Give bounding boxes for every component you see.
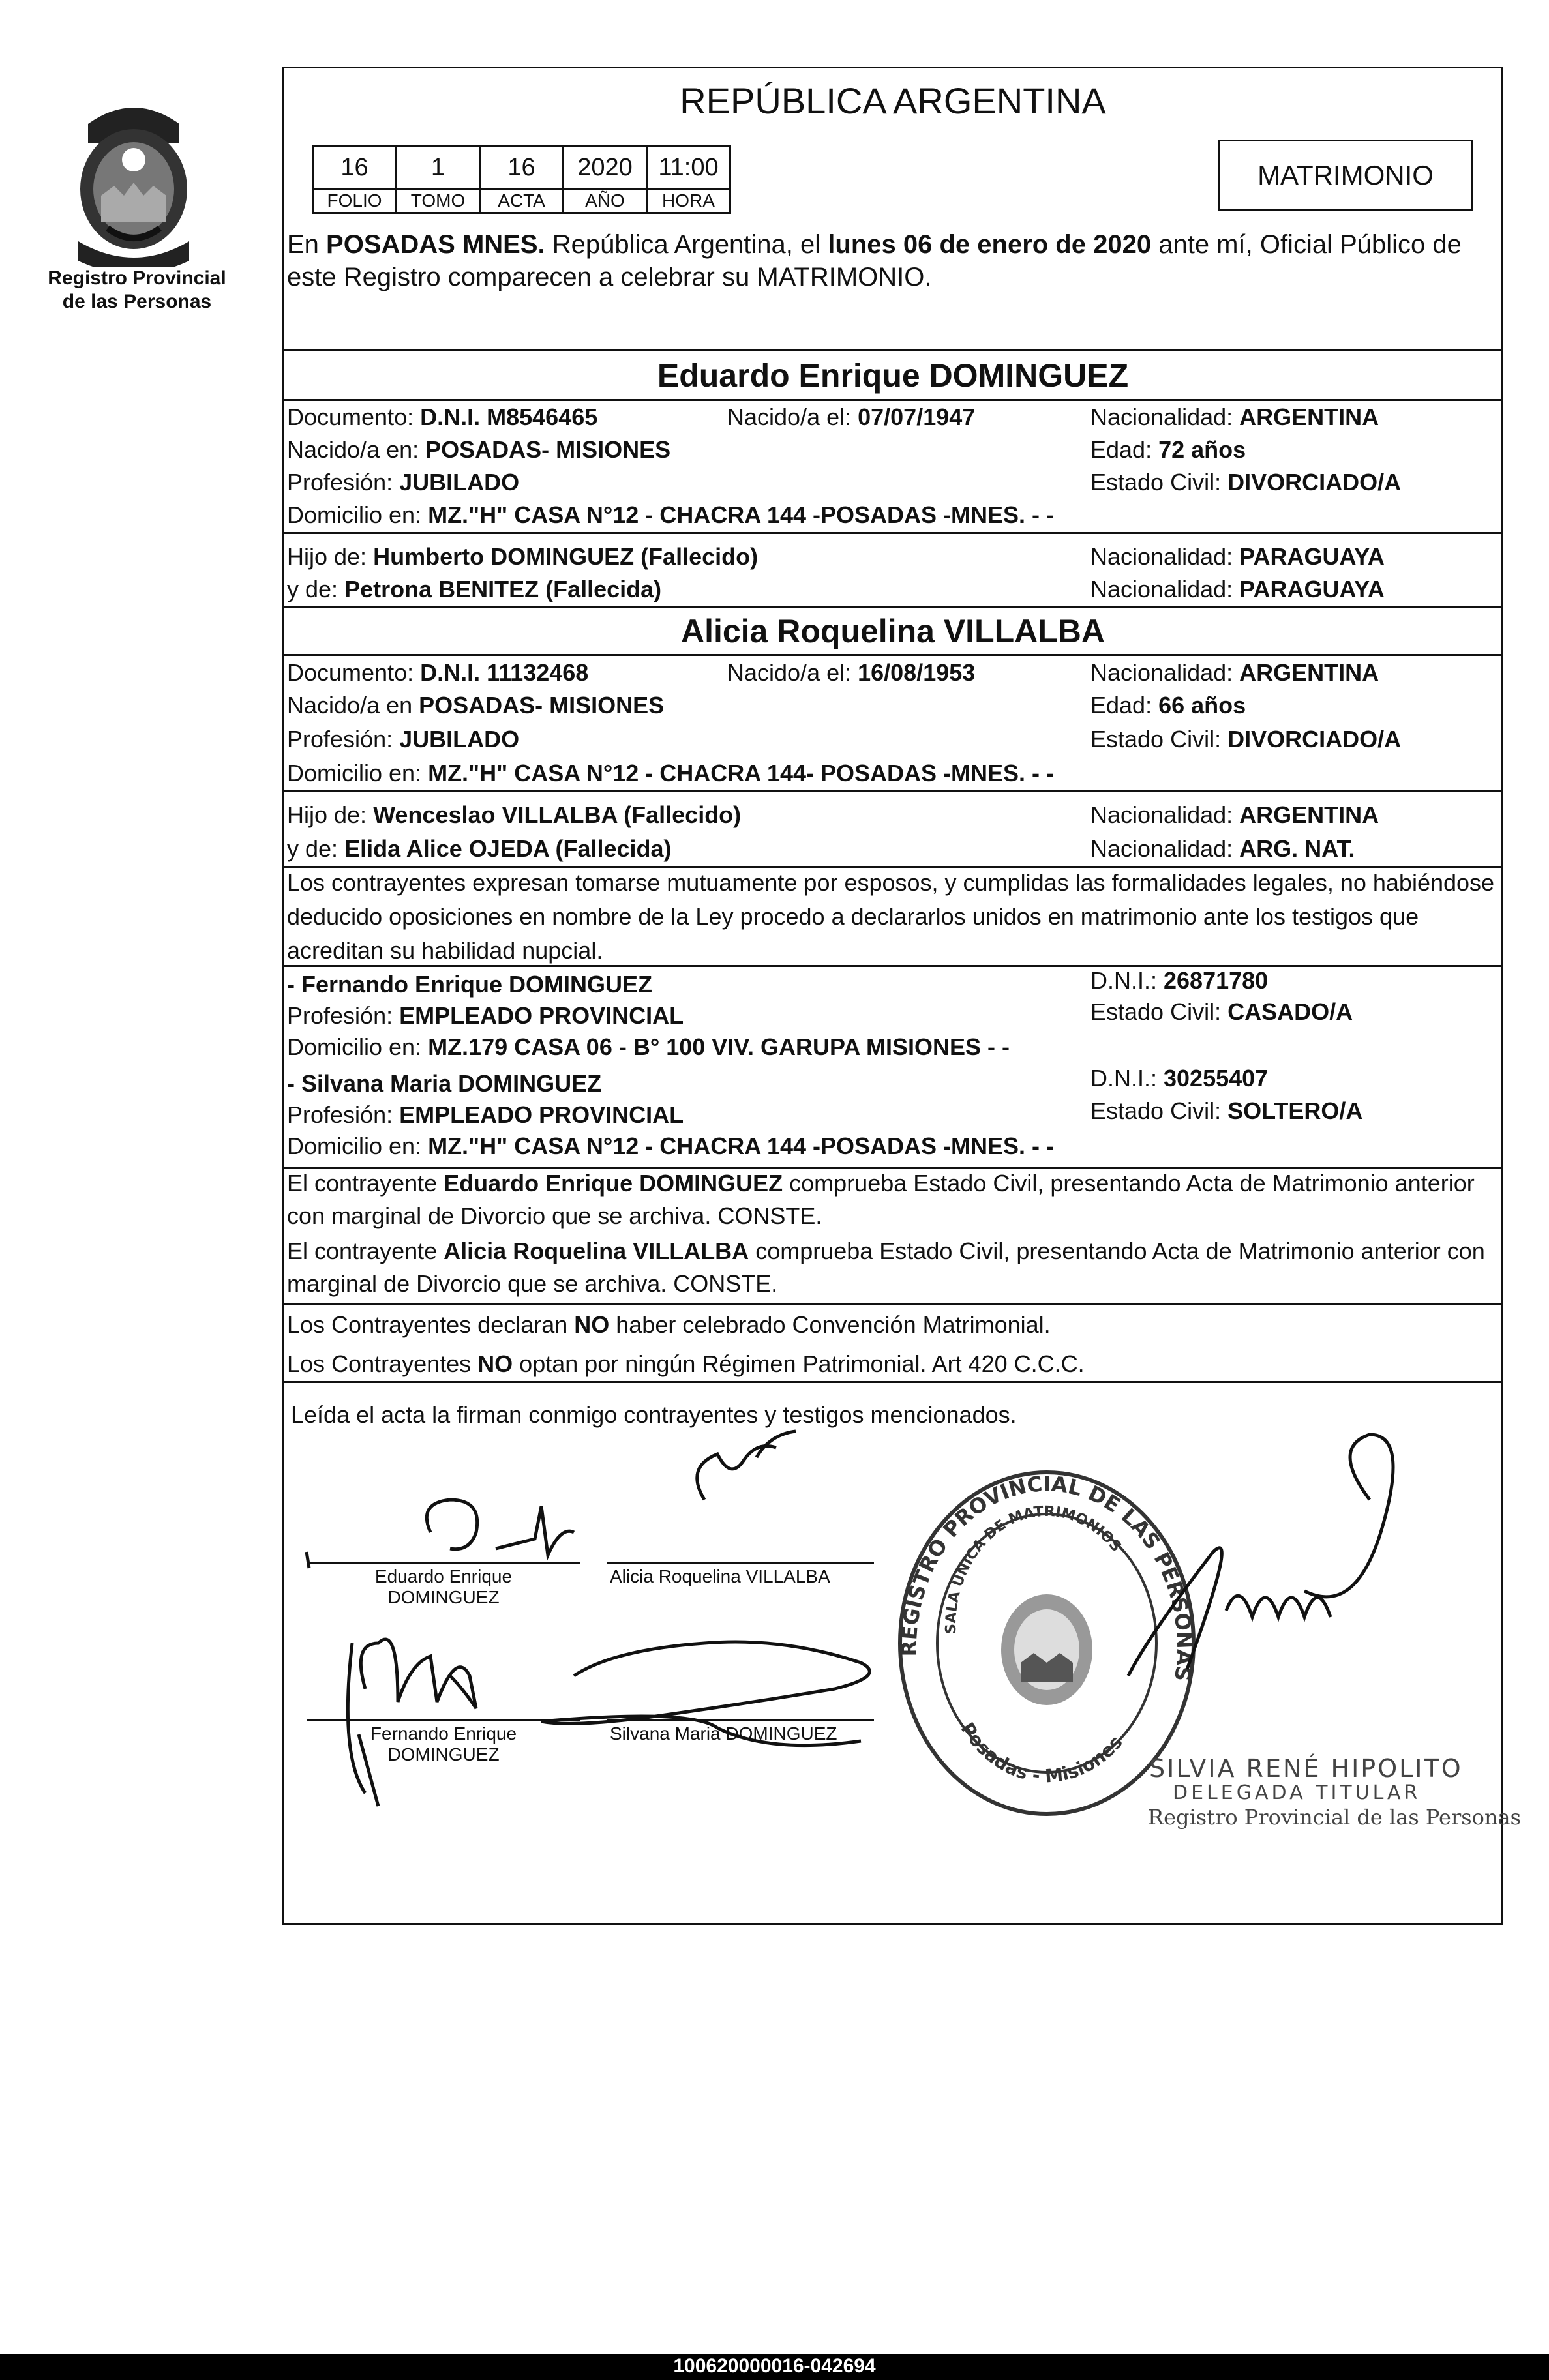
intro-date: lunes 06 de enero de 2020 xyxy=(828,230,1152,259)
record-type-box xyxy=(1218,140,1473,211)
civil-proof-spouse2: El contrayente Alicia Roquelina VILLALBA comprueba Estado Civil, presentando Acta de Matrimonio anterior con marginal de Divorcio que se archiva. CONSTE. xyxy=(287,1238,1485,1297)
witness1-name: - Fernando Enrique DOMINGUEZ xyxy=(287,971,653,998)
logo-caption-2: de las Personas xyxy=(62,291,212,312)
official-signature xyxy=(1109,1421,1474,1682)
sig-label-2: Alicia Roquelina VILLALBA xyxy=(610,1566,830,1586)
spouse2-name-heading: Alicia Roquelina VILLALBA xyxy=(680,613,1105,649)
divider-10 xyxy=(282,1303,1503,1305)
official-title: DELEGADA TITULAR xyxy=(1173,1781,1421,1804)
spouse2-birthplace: Nacido/a en POSADAS- MISIONES xyxy=(287,692,665,719)
civil-proof-spouse1: El contrayente Eduardo Enrique DOMINGUEZ comprueba Estado Civil, presentando Acta de Matrimonio anterior con marginal de Divorcio que se archiva. CONSTE. xyxy=(287,1170,1475,1229)
intro-place: POSADAS MNES. xyxy=(326,230,545,259)
folio-value: 16 xyxy=(313,147,397,189)
spouse2-father: Hijo de: Wenceslao VILLALBA (Fallecido) xyxy=(287,801,742,828)
official-office: Registro Provincial de las Personas xyxy=(1148,1805,1522,1830)
divider-2 xyxy=(282,399,1503,401)
spouse2-mother-nat: Nacionalidad: ARG. NAT. xyxy=(1090,835,1355,862)
witness1-job: Profesión: EMPLEADO PROVINCIAL xyxy=(287,1002,684,1029)
spouse1-address: Domicilio en: MZ."H" CASA N°12 - CHACRA 144 -POSADAS -MNES. - - xyxy=(287,501,1055,528)
divider-6 xyxy=(282,790,1503,792)
acta-value: 16 xyxy=(480,147,564,189)
province-seal-icon xyxy=(62,98,205,267)
divider-5 xyxy=(282,654,1503,656)
spouse2-born: Nacido/a el: 16/08/1953 xyxy=(727,659,976,686)
spouse1-father-nat: Nacionalidad: PARAGUAYA xyxy=(1090,543,1385,570)
acta-label: ACTA xyxy=(480,189,564,213)
hora-value: 11:00 xyxy=(647,147,730,189)
anio-value: 2020 xyxy=(564,147,647,189)
divider-8 xyxy=(282,965,1503,967)
witness2-dni: D.N.I.: 30255407 xyxy=(1090,1065,1269,1092)
folio-label: FOLIO xyxy=(313,189,397,213)
sig-label-1: Eduardo Enrique DOMINGUEZ xyxy=(374,1566,513,1607)
convention-line-2: Los Contrayentes NO optan por ningún Régimen Patrimonial. Art 420 C.C.C. xyxy=(287,1350,1085,1377)
spouse1-name-heading: Eduardo Enrique DOMINGUEZ xyxy=(657,357,1129,394)
official-name: SILVIA RENÉ HIPOLITO xyxy=(1149,1754,1463,1783)
tomo-value: 1 xyxy=(397,147,480,189)
spouse2-age: Edad: 66 años xyxy=(1090,692,1246,719)
sig-label-3: Fernando Enrique DOMINGUEZ xyxy=(370,1723,517,1764)
declaration-text: Los contrayentes expresan tomarse mutuamente por esposos, y cumplidas las formalidades legales, no habiéndose deducido oposiciones en nombre de la Ley procedo a declararlos unidos en matrimonio ante los testigos que acreditan su habilidad nupcial. xyxy=(287,869,1495,964)
spouse2-job: Profesión: JUBILADO xyxy=(287,726,520,752)
witness1-dni: D.N.I.: 26871780 xyxy=(1090,967,1269,994)
witness2-job: Profesión: EMPLEADO PROVINCIAL xyxy=(287,1101,684,1128)
svg-text:SALA ÚNICA DE MATRIMONIOS: SALA ÚNICA DE MATRIMONIOS xyxy=(942,1503,1124,1634)
registry-table xyxy=(312,145,731,214)
witness2-address: Domicilio en: MZ."H" CASA N°12 - CHACRA 144 -POSADAS -MNES. - - xyxy=(287,1133,1055,1159)
svg-text:Posadas - Misiones: Posadas - Misiones xyxy=(956,1718,1127,1787)
logo-caption-1: Registro Provincial xyxy=(48,267,226,289)
tomo-label: TOMO xyxy=(397,189,480,213)
divider-3 xyxy=(282,532,1503,534)
spouse2-address: Domicilio en: MZ."H" CASA N°12 - CHACRA 144- POSADAS -MNES. - - xyxy=(287,760,1055,786)
spouse1-mother-nat: Nacionalidad: PARAGUAYA xyxy=(1090,576,1385,602)
footer-code: 100620000016-042694 xyxy=(673,2355,876,2377)
spouse1-age: Edad: 72 años xyxy=(1090,436,1246,463)
divider-1 xyxy=(282,349,1503,351)
spouse2-mother: y de: Elida Alice OJEDA (Fallecida) xyxy=(287,835,672,862)
spouse1-father: Hijo de: Humberto DOMINGUEZ (Fallecido) xyxy=(287,543,759,570)
anio-label: AÑO xyxy=(564,189,647,213)
spouse1-born: Nacido/a el: 07/07/1947 xyxy=(727,404,976,430)
witness1-civil: Estado Civil: CASADO/A xyxy=(1090,998,1353,1025)
closing-text: Leída el acta la firman conmigo contrayentes y testigos mencionados. xyxy=(291,1401,1017,1428)
spouse1-doc: Documento: D.N.I. M8546465 xyxy=(287,404,598,430)
spouse1-nat: Nacionalidad: ARGENTINA xyxy=(1090,404,1379,430)
witness2-name: - Silvana Maria DOMINGUEZ xyxy=(287,1070,602,1097)
spouse1-birthplace: Nacido/a en: POSADAS- MISIONES xyxy=(287,436,671,463)
province-logo xyxy=(62,98,205,267)
witness2-civil: Estado Civil: SOLTERO/A xyxy=(1090,1097,1363,1124)
divider-4 xyxy=(282,606,1503,608)
spouse1-mother: y de: Petrona BENITEZ (Fallecida) xyxy=(287,576,662,602)
sig-label-4: Silvana Maria DOMINGUEZ xyxy=(610,1723,837,1744)
hora-label: HORA xyxy=(647,189,730,213)
svg-text:REGISTRO PROVINCIAL DE LAS PER: REGISTRO PROVINCIAL DE LAS PERSONAS xyxy=(896,1471,1197,1683)
spouse2-civil: Estado Civil: DIVORCIADO/A xyxy=(1090,726,1402,752)
divider-11 xyxy=(282,1381,1503,1383)
spouse2-father-nat: Nacionalidad: ARGENTINA xyxy=(1090,801,1379,828)
convention-line-1: Los Contrayentes declaran NO haber celebrado Convención Matrimonial. xyxy=(287,1311,1051,1338)
spouse1-civil: Estado Civil: DIVORCIADO/A xyxy=(1090,469,1402,496)
spouse1-job: Profesión: JUBILADO xyxy=(287,469,520,496)
intro-text: En POSADAS MNES. República Argentina, el lunes 06 de enero de 2020 ante mí, Oficial Público de este Registro comparecen a celebrar su MATRIMONIO. xyxy=(287,230,1462,291)
spouse2-nat: Nacionalidad: ARGENTINA xyxy=(1090,659,1379,686)
record-type: MATRIMONIO xyxy=(1257,160,1434,190)
handwritten-signatures xyxy=(300,1428,952,1826)
spouse2-doc: Documento: D.N.I. 11132468 xyxy=(287,659,589,686)
witness1-address: Domicilio en: MZ.179 CASA 06 - B° 100 VIV. GARUPA MISIONES - - xyxy=(287,1034,1010,1060)
country-title: REPÚBLICA ARGENTINA xyxy=(680,80,1106,121)
